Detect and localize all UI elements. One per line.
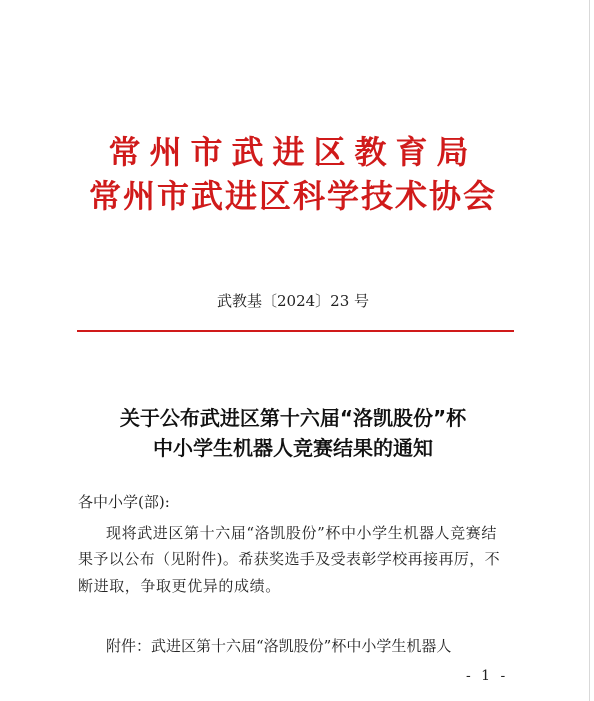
attachment-line: 附件：武进区第十六届“洛凯股份”杯中小学生机器人 bbox=[106, 637, 452, 655]
notice-title-line-2: 中小学生机器人竞赛结果的通知 bbox=[153, 436, 433, 460]
body-paragraph-line-1: 现将武进区第十六届“洛凯股份”杯中小学生机器人竞赛结 bbox=[106, 524, 497, 542]
issuer-header-line-2: 常州市武进区科学技术协会 bbox=[88, 177, 497, 215]
issuer-header-line-1: 常州市武进区教育局 bbox=[108, 133, 478, 171]
page-number: - 1 - bbox=[466, 668, 509, 684]
notice-title-line-1: 关于公布武进区第十六届“洛凯股份”杯 bbox=[119, 406, 467, 430]
salutation: 各中小学(部): bbox=[78, 493, 170, 511]
page-edge-border bbox=[589, 0, 590, 701]
body-paragraph-line-2: 果予以公布（见附件)。希获奖选手及受表彰学校再接再厉，不 bbox=[78, 550, 501, 568]
red-divider-line bbox=[77, 330, 514, 332]
body-paragraph-line-3: 断进取，争取更优异的成绩。 bbox=[78, 577, 281, 595]
document-number: 武教基〔2024〕23 号 bbox=[216, 292, 370, 310]
